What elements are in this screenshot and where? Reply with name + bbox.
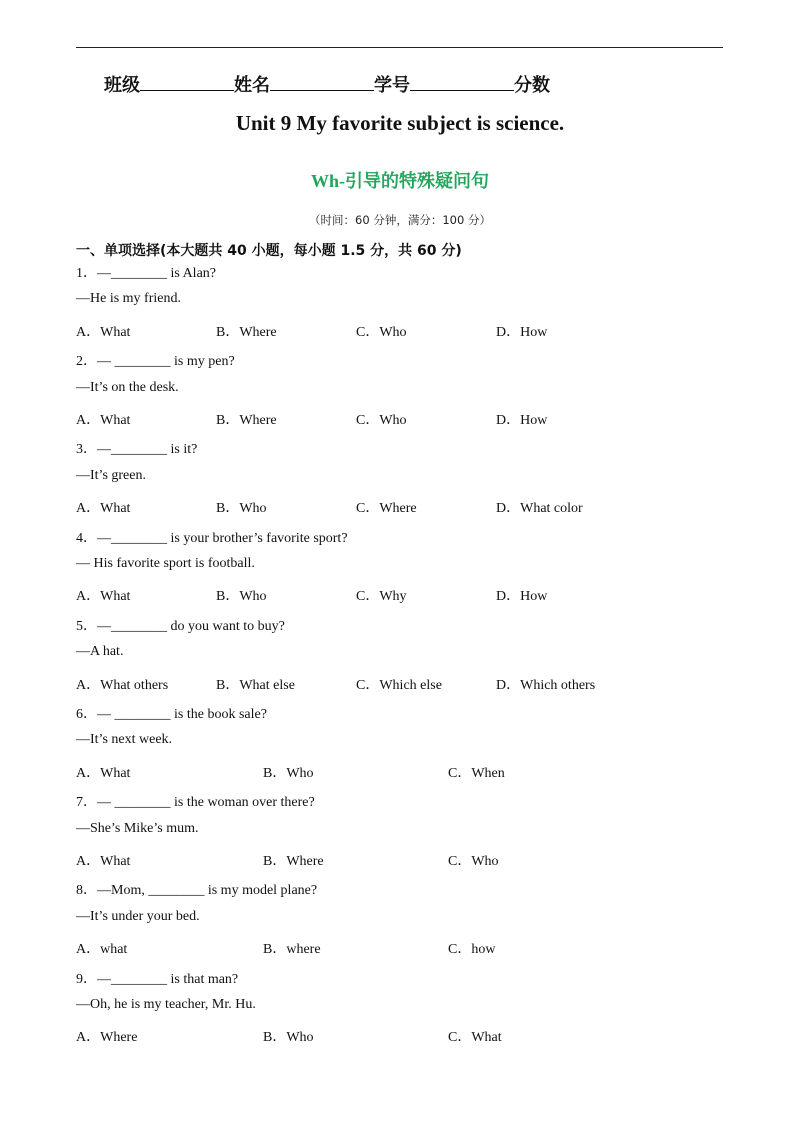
option-b: B．Who [216, 589, 267, 605]
option-d: D．How [496, 413, 548, 428]
option-a: A．What [76, 765, 131, 781]
option-a: A．what [76, 942, 128, 958]
class-label: 班级 [104, 75, 140, 96]
time-info: （时间：60 分钟，满分：100 分） [309, 213, 491, 227]
option-d: D．How [496, 324, 548, 340]
option-b: B．Who [263, 765, 314, 781]
answer-text: —It’s next week. [76, 732, 173, 748]
student-info-line [104, 71, 550, 97]
answer-text: —It’s on the desk. [76, 379, 179, 395]
page-subtitle: Wh-引导的特殊疑问句 [310, 171, 489, 191]
option-b: B．Where [216, 413, 277, 428]
question-text: 1．—________ is Alan? [76, 266, 216, 281]
option-d: D．How [496, 589, 548, 605]
answer-text: —He is my friend. [76, 291, 181, 307]
question-text: 8．—Mom, ________ is my model plane? [76, 883, 318, 899]
option-b: B．where [263, 942, 321, 958]
option-b: B．Who [263, 1030, 314, 1046]
section-heading: 一、单项选择(本大题共 40 小题，每小题 1.5 分，共 60 分) [76, 243, 462, 259]
top-rule [76, 47, 723, 48]
answer-text: —Oh, he is my teacher, Mr. Hu. [76, 997, 256, 1012]
option-c: C．Who [356, 413, 407, 428]
question-text: 7．— ________ is the woman over there? [76, 795, 315, 811]
score-label: 分数 [514, 75, 550, 96]
option-b: B．Who [216, 501, 267, 517]
option-a: A．Where [76, 1030, 138, 1046]
question-text: 6．— ________ is the book sale? [76, 707, 267, 722]
class-blank [140, 74, 234, 91]
question-text: 5．—________ do you want to buy? [76, 618, 285, 634]
option-c: C．how [448, 942, 496, 958]
option-a: A．What others [76, 677, 169, 693]
option-a: A．What [76, 589, 131, 605]
option-c: C．When [448, 765, 505, 781]
name-blank [270, 74, 374, 91]
option-c: C．Who [356, 324, 407, 340]
option-a: A．What [76, 501, 131, 517]
option-c: C．Who [448, 854, 499, 869]
name-label: 姓名 [234, 75, 270, 96]
answer-text: —A hat. [76, 644, 124, 660]
question-text: 2．— ________ is my pen? [76, 354, 235, 370]
option-a: A．What [76, 854, 131, 869]
question-text: 3．—________ is it? [76, 442, 198, 458]
option-c: C．Which else [356, 677, 442, 693]
id-blank [410, 74, 514, 91]
option-d: D．Which others [496, 677, 596, 693]
option-b: B．Where [263, 854, 324, 869]
answer-text: —She’s Mike’s mum. [76, 820, 199, 836]
option-c: C．What [448, 1030, 502, 1046]
question-text: 4．—________ is your brother’s favorite sport? [76, 530, 348, 546]
option-a: A．What [76, 324, 131, 340]
option-b: B．What else [216, 677, 295, 693]
option-a: A．What [76, 413, 131, 428]
id-label: 学号 [374, 75, 410, 96]
answer-text: — His favorite sport is football. [76, 556, 255, 571]
question-text: 9．—________ is that man? [76, 971, 239, 987]
option-c: C．Why [356, 589, 407, 605]
option-c: C．Where [356, 501, 417, 517]
option-b: B．Where [216, 324, 277, 340]
page-title: Unit 9 My favorite subject is science. [235, 111, 565, 135]
answer-text: —It’s green. [76, 467, 146, 483]
option-d: D．What color [496, 501, 583, 517]
answer-text: —It’s under your bed. [76, 908, 200, 924]
